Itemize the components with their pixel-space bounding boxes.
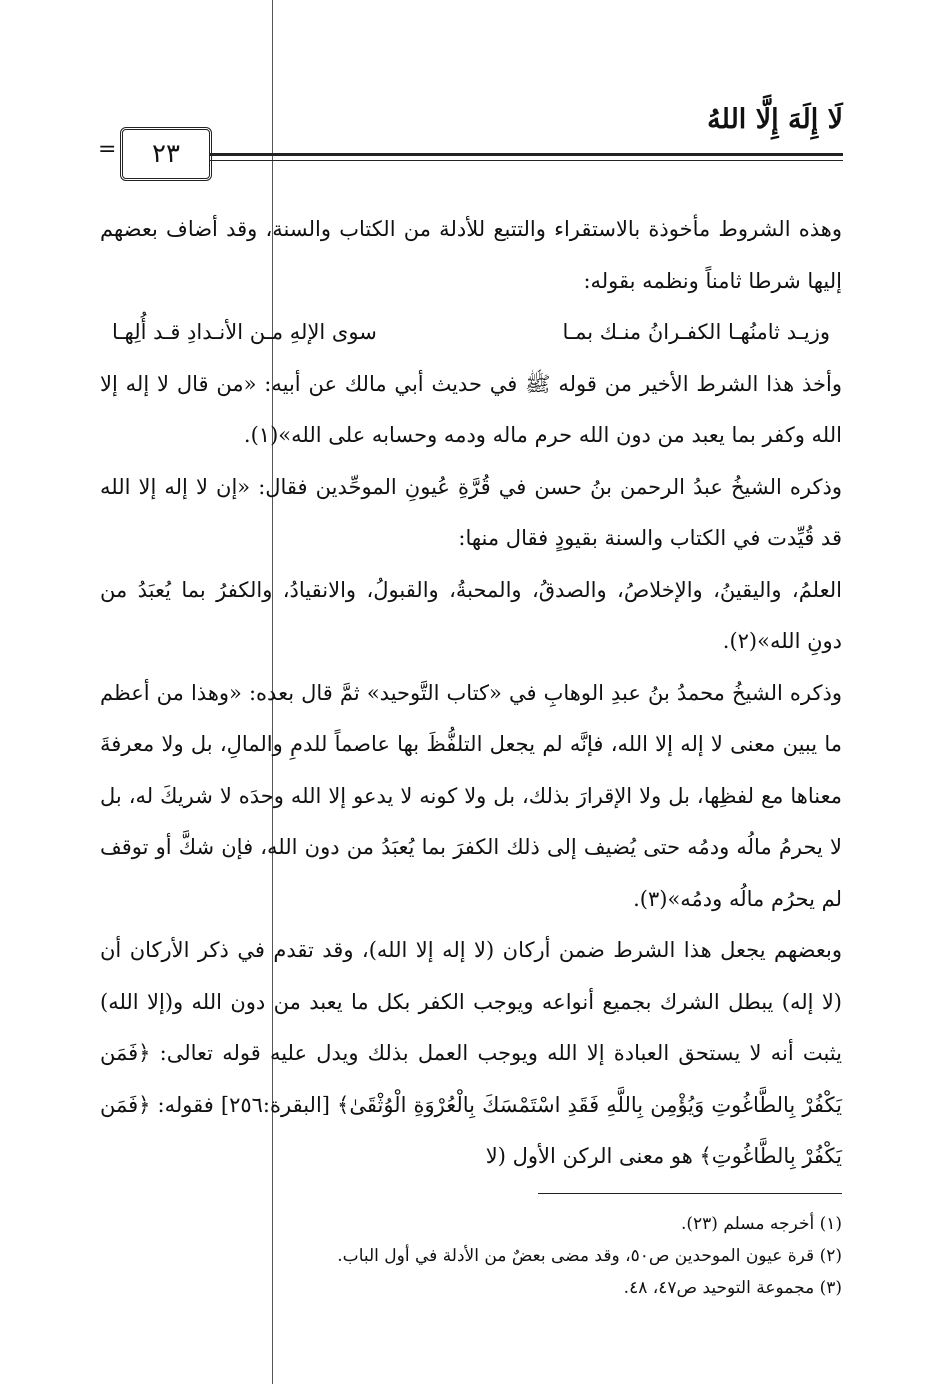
header-ornament: = (98, 137, 117, 162)
footnote-3: (٣) مجموعة التوحيد ص٤٧، ٤٨. (623, 1278, 842, 1298)
verse-second-hemistich: سوى الإلهِ مـن الأنـدادِ قـد أُلِهـا (112, 320, 377, 344)
header-rule-thin (210, 160, 843, 161)
footnote-separator (538, 1193, 842, 1194)
paragraph-4: العلمُ، واليقينُ، والإخلاصُ، والصدقُ، والمحبةُ، والقبولُ، والانقيادُ، والكفرُ بما يُعبَدُ من دونِ الله»(٢). (100, 577, 842, 653)
footnote-1: (١) أخرجه مسلم (٢٣). (680, 1214, 842, 1234)
paragraph-1: وهذه الشروط مأخوذة بالاستقراء والتتبع للأدلة من الكتاب والسنة، وقد أضاف بعضهم إليها شرطا ثامناً ونظمه بقوله: (100, 217, 842, 293)
paragraph-3: وذكره الشيخُ عبدُ الرحمن بنُ حسن في قُرَّةِ عُيونِ الموحِّدين فقال: «إن لا إله إلا الله قد قُيِّدت في الكتاب والسنة بقيودٍ فقال منها: (100, 474, 842, 550)
page-number-box: ٢٣ (120, 127, 212, 181)
paragraph-5: وذكره الشيخُ محمدُ بنُ عبدِ الوهابِ في «كتاب التَّوحيد» ثمَّ قال بعده: «وهذا من أعظم ما يبين معنى لا إله إلا الله، فإنَّه لم يجعل التلفُّظَ بها عاصماً للدمِ والمالِ، بل ولا معرفةَ معناها مع لفظِها، بل ولا الإقرارَ بذلك، بل ولا كونه لا يدعو إلا الله وحدَه لا شريكَ له، بل لا يحرمُ مالُه ودمُه حتى يُضيف إلى ذلك الكفرَ بما يُعبَدُ من دون الله، فإن شكَّ أو توقف لم يحرُم مالُه ودمُه»(٣). (100, 680, 842, 911)
footnote-2: (٢) قرة عيون الموحدين ص٥٠، وقد مضى بعضٌ من الأدلة في أول الباب. (337, 1246, 842, 1266)
header-rule-thick (210, 153, 843, 156)
footnotes (100, 1208, 842, 1304)
main-text (100, 204, 842, 1183)
poem-verse (100, 307, 842, 359)
paragraph-2: وأخذ هذا الشرط الأخير من قوله ﷺ في حديث أبي مالك عن أبيه: «من قال لا إله إلا الله وكفر بما يعبد من دون الله حرم ماله ودمه وحسابه على الله»(١). (100, 371, 842, 447)
verse-first-hemistich: وزيـد ثامنُهـا الكفـرانُ منـك بمـا (562, 320, 830, 344)
paragraph-6: وبعضهم يجعل هذا الشرط ضمن أركان (لا إله إلا الله)، وقد تقدم في ذكر الأركان أن (لا إله) يبطل الشرك بجميع أنواعه ويوجب الكفر بكل ما يعبد من دون الله و(إلا الله) يثبت أنه لا يستحق العبادة إلا الله ويوجب العمل بذلك ويدل عليه قوله تعالى: ﴿فَمَن يَكْفُرْ بِالطَّاغُوتِ وَيُؤْمِن بِاللَّهِ فَقَدِ اسْتَمْسَكَ بِالْعُرْوَةِ الْوُثْقَىٰ﴾ [البقرة:٢٥٦] فقوله: ﴿فَمَن يَكْفُرْ بِالطَّاغُوتِ﴾ هو معنى الركن الأول (لا (100, 938, 842, 1168)
running-header-title: لَا إِلَهَ إِلَّا اللهُ (707, 104, 843, 135)
